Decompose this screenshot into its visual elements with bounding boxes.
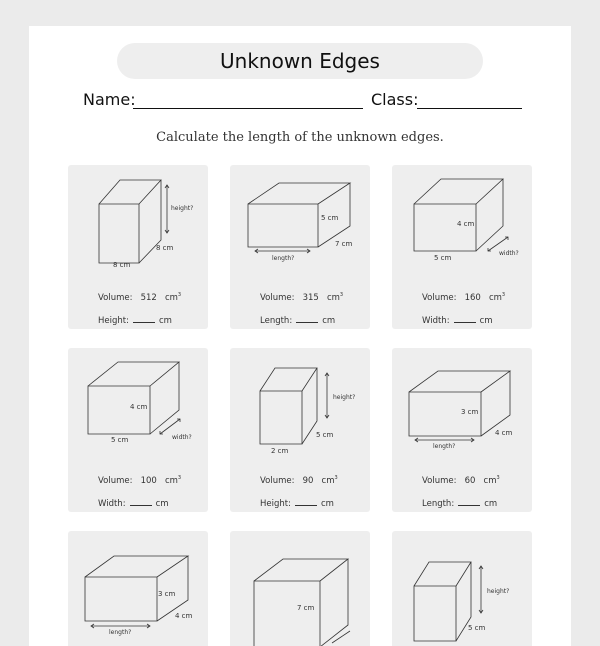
volume-value: 100: [140, 476, 157, 486]
edge-label: 8 cm: [113, 261, 131, 269]
problem-card: [68, 165, 208, 329]
volume-value: 160: [464, 293, 481, 303]
cuboid-diagram: [230, 348, 370, 512]
answer-line: Height: cm: [98, 316, 172, 326]
name-label: Name:: [83, 90, 136, 109]
problem-card: [392, 348, 532, 512]
cuboid-diagram: [392, 348, 532, 512]
answer-blank[interactable]: [458, 497, 480, 506]
volume-value: 512: [140, 293, 157, 303]
cube-diagram: [68, 165, 208, 329]
volume-line: Volume: 315 $cm^3$: [260, 292, 344, 303]
class-field[interactable]: [417, 108, 522, 109]
cuboid-diagram: [68, 531, 208, 646]
problem-card: [230, 165, 370, 329]
edge-label: 3 cm: [461, 408, 479, 416]
instruction-text: Calculate the length of the unknown edges.: [156, 130, 444, 145]
worksheet: [29, 26, 571, 646]
edge-label: 7 cm: [335, 240, 353, 248]
volume-line: Volume: 90 $cm^3$: [260, 475, 338, 486]
answer-line: Height: cm: [260, 499, 334, 509]
answer-line: Width: cm: [98, 499, 169, 509]
class-label: Class:: [371, 90, 419, 109]
problem-card: [230, 348, 370, 512]
edge-label: height?: [333, 394, 356, 401]
answer-blank[interactable]: [130, 497, 152, 506]
answer-blank[interactable]: [454, 314, 476, 323]
name-field[interactable]: [133, 108, 363, 109]
answer-blank[interactable]: [295, 497, 317, 506]
edge-label: width?: [172, 434, 192, 441]
volume-line: Volume: 160 $cm^3$: [422, 292, 506, 303]
edge-label: width?: [499, 250, 519, 257]
edge-label: 7 cm: [297, 604, 315, 612]
answer-blank[interactable]: [133, 314, 155, 323]
edge-label: 3 cm: [158, 590, 176, 598]
answer-line: Length: cm: [422, 499, 498, 509]
volume-line: Volume: 100 $cm^3$: [98, 475, 182, 486]
problem-card: [230, 531, 370, 646]
volume-value: 90: [302, 476, 314, 486]
cuboid-diagram: [392, 531, 532, 646]
edge-label: 4 cm: [175, 612, 193, 620]
answer-line: Width: cm: [422, 316, 493, 326]
cuboid-diagram: [230, 165, 370, 329]
volume-line: Volume: 512 $cm^3$: [98, 292, 182, 303]
worksheet-title: Unknown Edges: [117, 43, 483, 79]
edge-label: height?: [487, 588, 510, 595]
cuboid-diagram: [68, 348, 208, 512]
volume-line: Volume: 60 $cm^3$: [422, 475, 500, 486]
edge-label: 5 cm: [316, 431, 334, 439]
edge-label: 4 cm: [457, 220, 475, 228]
edge-label: 4 cm: [495, 429, 513, 437]
problem-card: [68, 531, 208, 646]
problem-card: [392, 531, 532, 646]
edge-label: 5 cm: [111, 436, 129, 444]
edge-label: 5 cm: [468, 624, 486, 632]
volume-value: 315: [302, 293, 319, 303]
edge-label: length?: [433, 443, 456, 450]
volume-value: 60: [464, 476, 476, 486]
edge-label: 5 cm: [434, 254, 452, 262]
cube-diagram: [230, 531, 370, 646]
edge-label: 5 cm: [321, 214, 339, 222]
edge-label: length?: [272, 255, 295, 262]
edge-label: length?: [109, 629, 132, 636]
problem-card: [68, 348, 208, 512]
edge-label: height?: [171, 205, 194, 212]
problem-card: [392, 165, 532, 329]
answer-line: Length: cm: [260, 316, 336, 326]
edge-label: 2 cm: [271, 447, 289, 455]
edge-label: 4 cm: [130, 403, 148, 411]
cuboid-diagram: [392, 165, 532, 329]
answer-blank[interactable]: [296, 314, 318, 323]
edge-label: 8 cm: [156, 244, 174, 252]
